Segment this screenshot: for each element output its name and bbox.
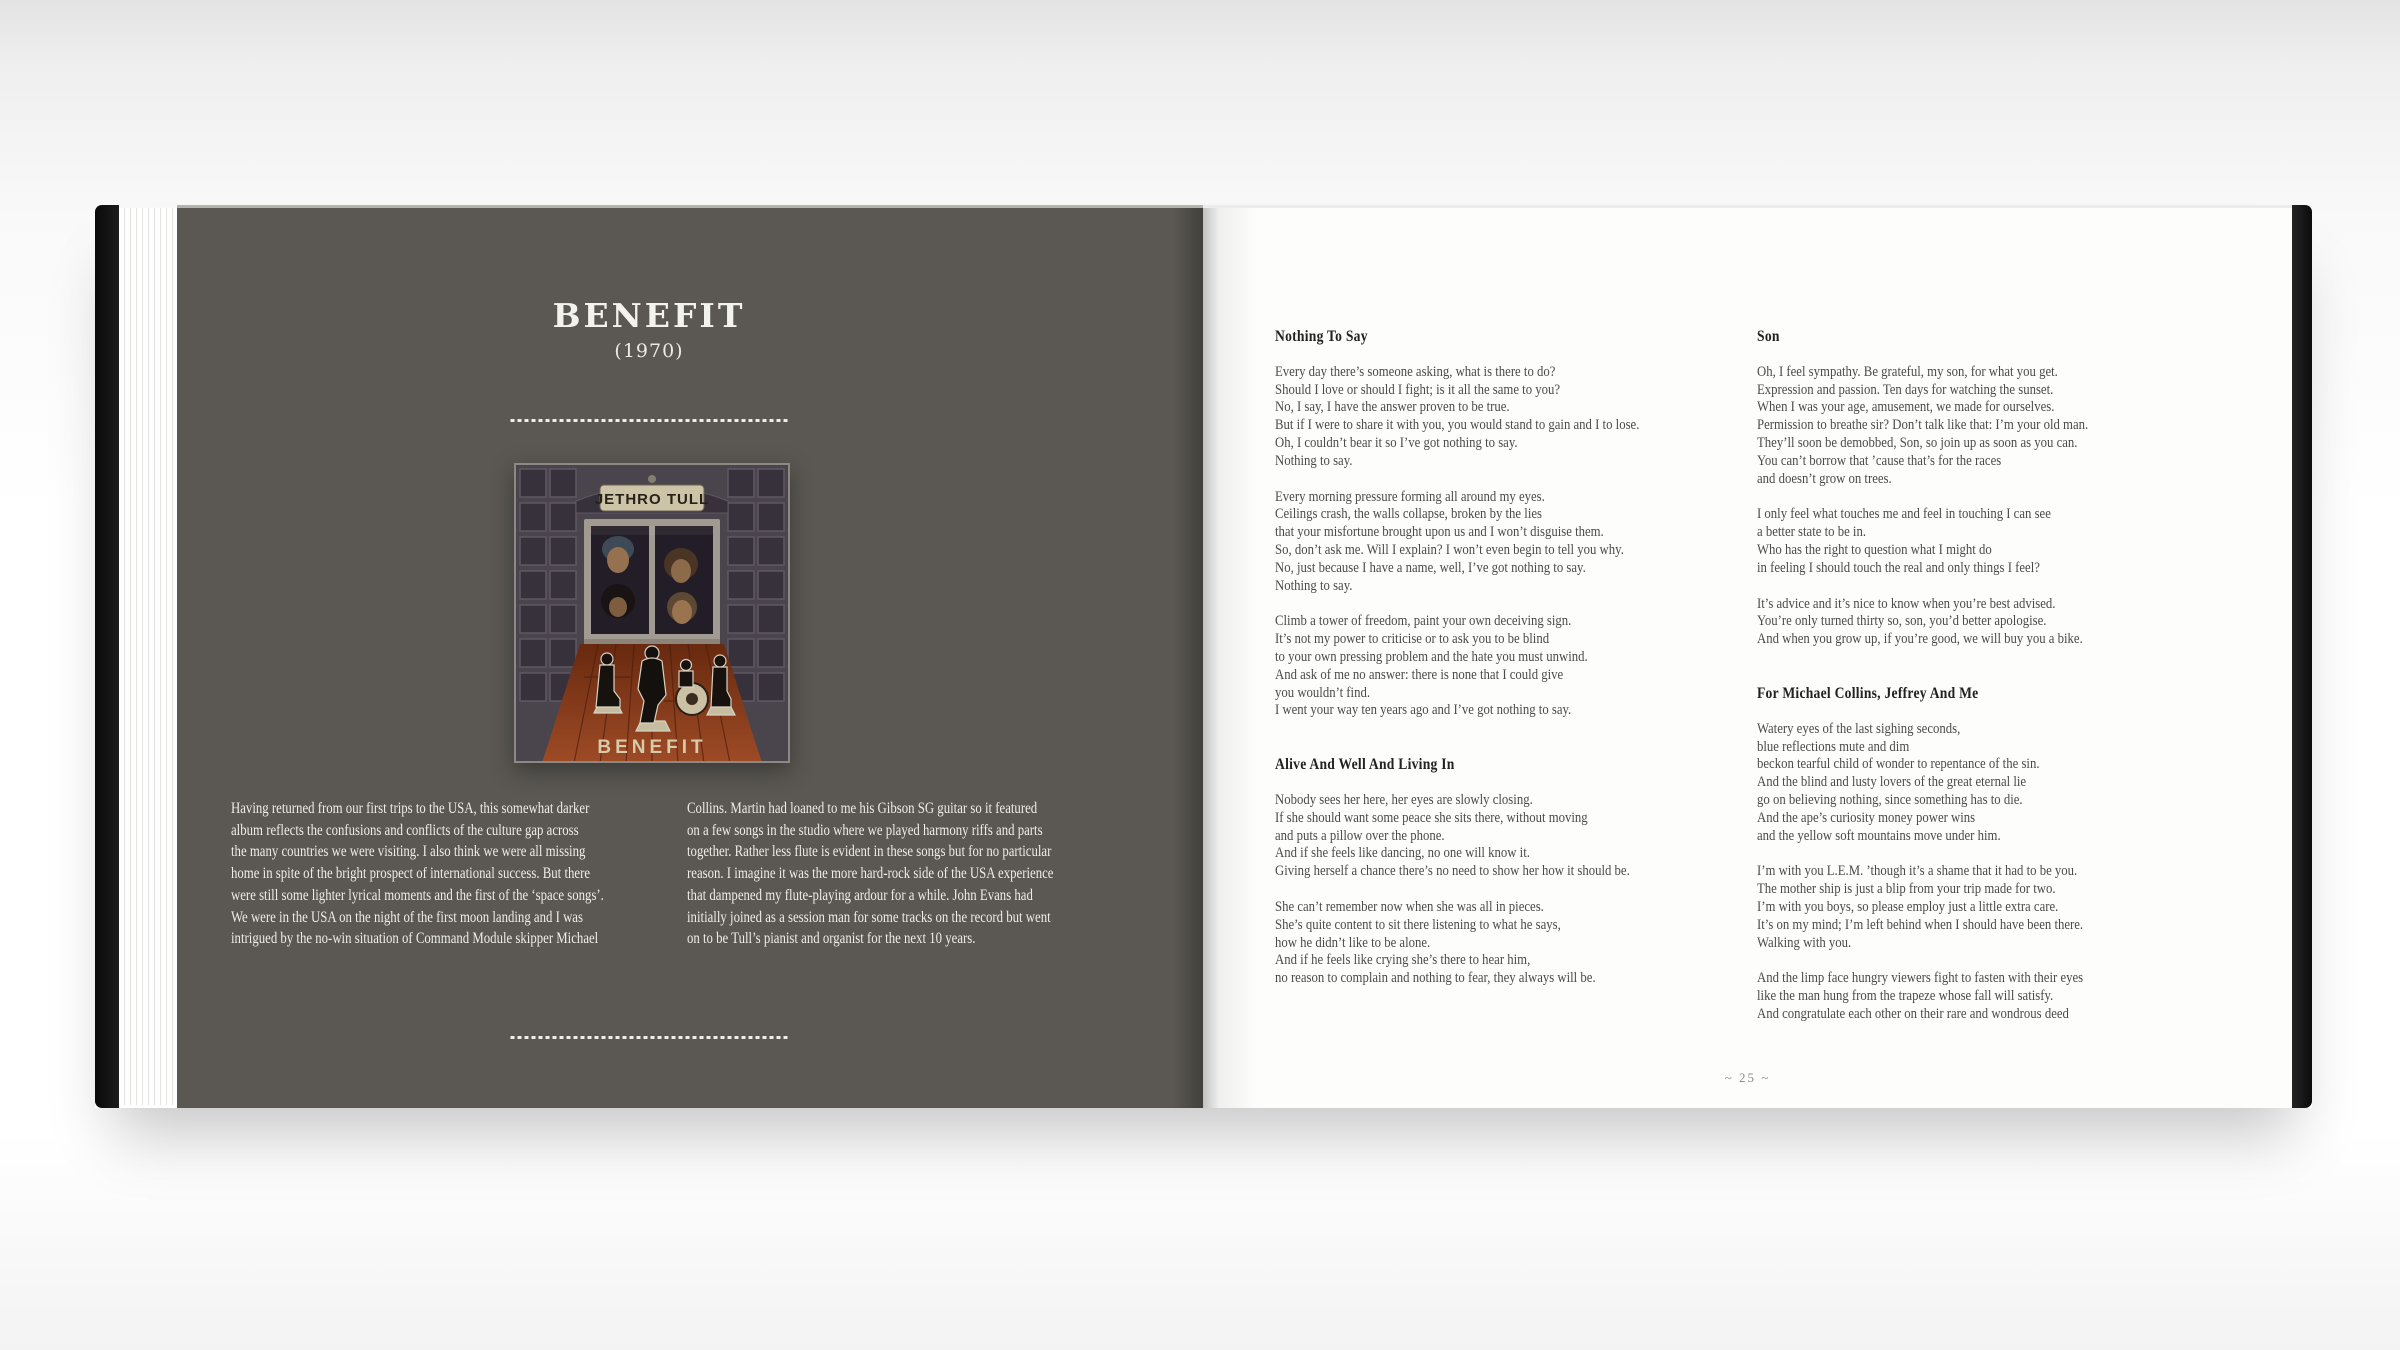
lyric-line: It’s on my mind; I’m left behind when I should have been there.	[1757, 916, 2084, 933]
lyric-line: They’ll soon be demobbed, Son, so join up as soon as you can.	[1757, 434, 2078, 451]
book-cover-right-edge	[2292, 205, 2312, 1108]
stanza	[1275, 899, 1751, 988]
page-number: ~ 25 ~	[1724, 1070, 1771, 1085]
lyric-line: The mother ship is just a blip from your trip made for two.	[1757, 881, 2056, 898]
lyric-line: You can’t borrow that ’cause that’s for the races	[1757, 452, 2002, 469]
lyric-line: Oh, I couldn’t bear it so I’ve got nothing to say.	[1275, 434, 1518, 451]
lyric-line: I’m with you L.E.M. ’though it’s a shame that it had to be you.	[1757, 863, 2078, 880]
lyric-line: You’re only turned thirty so, son, you’d better apologise.	[1757, 613, 2047, 630]
lyric-line: blue reflections mute and dim	[1757, 738, 1910, 755]
plaque-ornament	[648, 475, 656, 483]
lyric-line: Should I love or should I fight; is it all the same to you?	[1275, 381, 1561, 398]
album-note-line: were still some lighter lyrical moments and the first of the ‘space songs’.	[231, 886, 604, 904]
dashed-divider-bottom	[511, 1036, 788, 1039]
album-note-line: that dampened my flute-playing ardour for a while. John Evans had	[687, 886, 1033, 904]
lyric-line: And when you grow up, if you’re good, we will buy you a bike.	[1757, 631, 2083, 648]
song-section	[1757, 328, 2233, 649]
album-note-line: on to be Tull’s pianist and organist for the next 10 years.	[687, 930, 976, 948]
album-cover-art	[514, 463, 790, 763]
lyric-line: Nothing to say.	[1275, 452, 1353, 469]
stanza	[1757, 364, 2233, 489]
lyric-line: Oh, I feel sympathy. Be grateful, my son, for what you get.	[1757, 363, 2058, 380]
lyric-line: beckon tearful child of wonder to repentance of the sin.	[1757, 756, 2040, 773]
stanza	[1757, 863, 2233, 952]
lyric-line: a better state to be in.	[1757, 524, 1867, 541]
stanza	[1757, 596, 2233, 649]
lyric-line: No, I say, I have the answer proven to be true.	[1275, 399, 1510, 416]
song-title: Nothing To Say	[1275, 328, 1368, 345]
lyric-line: that your misfortune brought upon us and I won’t disguise them.	[1275, 524, 1604, 541]
song-section	[1275, 756, 1751, 988]
album-note-line: Having returned from our first trips to the USA, this somewhat darker	[231, 800, 590, 817]
song-title: Son	[1757, 328, 1780, 345]
stanza	[1757, 970, 2233, 1023]
lyric-line: No, just because I have a name, well, I’ve got nothing to say.	[1275, 559, 1586, 576]
stanza	[1275, 364, 1751, 471]
window-with-portraits	[584, 519, 720, 644]
lyric-line: I’m with you boys, so please employ just a little extra care.	[1757, 898, 2059, 915]
lyric-line: and puts a pillow over the phone.	[1275, 827, 1445, 844]
lyric-line: I went your way ten years ago and I’ve got nothing to say.	[1275, 702, 1572, 719]
lyric-line: Nobody sees her here, her eyes are slowly closing.	[1275, 791, 1533, 808]
lyric-line: no reason to complain and nothing to fear, they always will be.	[1275, 970, 1596, 987]
left-page	[177, 205, 1203, 1108]
lyric-line: And if he feels like crying she’s there to hear him,	[1275, 952, 1531, 969]
album-note-line: the many countries we were visiting. I also think we were all missing	[231, 843, 586, 861]
right-page	[1203, 205, 2292, 1108]
lyric-line: She’s quite content to sit there listening to what he says,	[1275, 916, 1561, 933]
book-cover-left-edge	[95, 205, 119, 1108]
song-section	[1757, 685, 2233, 1024]
lyric-line: I only feel what touches me and feel in touching I can see	[1757, 506, 2051, 523]
album-title: BENEFIT	[552, 296, 746, 335]
lyrics-column-2	[1757, 328, 2233, 1060]
page-stack-edges	[119, 208, 177, 1105]
stanza	[1275, 489, 1751, 596]
song-title: For Michael Collins, Jeffrey And Me	[1757, 684, 1979, 702]
lyric-line: how he didn’t like to be alone.	[1275, 934, 1431, 951]
album-notes-column-2	[687, 798, 1103, 950]
lyric-line: She can’t remember now when she was all in pieces.	[1275, 898, 1544, 915]
album-note-line: initially joined as a session man for some tracks on the record but went	[687, 908, 1051, 926]
lyric-line: Expression and passion. Ten days for watching the sunset.	[1757, 381, 2054, 398]
lyric-line: It’s not my power to criticise or to ask you to be blind	[1275, 631, 1550, 648]
artist-name: JETHRO TULL	[594, 491, 710, 508]
cover-album-title: BENEFIT	[597, 737, 707, 758]
album-note-line: album reflects the confusions and conflicts of the culture gap across	[231, 821, 579, 839]
album-note-line: intrigued by the no-win situation of Command Module skipper Michael	[231, 930, 599, 948]
stanza	[1757, 721, 2233, 846]
song-title: Alive And Well And Living In	[1275, 756, 1455, 774]
lyric-line: Watery eyes of the last sighing seconds,	[1757, 720, 1961, 737]
lyric-line: And the limp face hungry viewers fight to fasten with their eyes	[1757, 970, 2084, 987]
dashed-divider-top	[511, 419, 788, 422]
lyric-line: Who has the right to question what I might do	[1757, 541, 1992, 558]
album-note-line: on a few songs in the studio where we played harmony riffs and parts	[687, 821, 1043, 839]
lyric-line: Nothing to say.	[1275, 577, 1353, 594]
lyric-line: If she should want some peace she sits there, without moving	[1275, 809, 1588, 826]
album-note-line: home in spite of the bright prospect of international success. But there	[231, 865, 591, 883]
lyric-line: So, don’t ask me. Will I explain? I won’t even begin to tell you why.	[1275, 541, 1624, 558]
lyric-line: and the yellow soft mountains move under him.	[1757, 827, 2001, 844]
lyric-line: like the man hung from the trapeze whose fall will satisfy.	[1757, 988, 2054, 1005]
lyrics-column-1	[1275, 328, 1751, 1024]
album-note-line: reason. I imagine it was the more hard-rock side of the USA experience	[687, 865, 1054, 883]
lyric-line: Every day there’s someone asking, what is there to do?	[1275, 363, 1556, 380]
lyric-line: in feeling I should touch the real and only things I feel?	[1757, 559, 2040, 576]
lyric-line: Permission to breathe sir? Don’t talk like that: I’m your old man.	[1757, 417, 2089, 434]
album-note-line: Collins. Martin had loaned to me his Gibson SG guitar so it featured	[687, 800, 1038, 817]
lyric-line: Giving herself a chance there’s no need to show her how it should be.	[1275, 863, 1630, 880]
stanza	[1275, 792, 1751, 881]
lyric-line: It’s advice and it’s nice to know when you’re best advised.	[1757, 595, 2056, 612]
lyric-line: Climb a tower of freedom, paint your own deceiving sign.	[1275, 613, 1572, 630]
album-note-line: We were in the USA on the night of the first moon landing and I was	[231, 908, 583, 926]
lyric-line: And congratulate each other on their rare and wondrous deed	[1757, 1005, 2069, 1022]
lyric-line: to your own pressing problem and the hate you must unwind.	[1275, 648, 1588, 665]
stanza	[1757, 506, 2233, 577]
lyric-line: Walking with you.	[1757, 934, 1852, 951]
album-note-line: together. Rather less flute is evident in these songs but for no particular	[687, 843, 1052, 861]
lyric-line: go on believing nothing, since something has to die.	[1757, 791, 2023, 808]
song-section	[1275, 328, 1751, 720]
lyric-line: Ceilings crash, the walls collapse, broken by the lies	[1275, 506, 1542, 523]
lyric-line: and doesn’t grow on trees.	[1757, 470, 1892, 487]
lyric-line: And the blind and lusty lovers of the great eternal lie	[1757, 774, 2027, 791]
lyric-line: But if I were to share it with you, you would stand to gain and I to lose.	[1275, 417, 1640, 434]
lyric-line: And if she feels like dancing, no one will know it.	[1275, 845, 1530, 862]
stanza	[1275, 613, 1751, 720]
lyric-line: When I was your age, amusement, we made for ourselves.	[1757, 399, 2055, 416]
album-year: (1970)	[614, 340, 684, 362]
lyric-line: Every morning pressure forming all around my eyes.	[1275, 488, 1545, 505]
open-book	[95, 205, 2312, 1108]
album-notes-column-1	[231, 798, 647, 950]
lyric-line: you wouldn’t find.	[1275, 684, 1371, 701]
lyric-line: And ask of me no answer: there is none that I could give	[1275, 666, 1564, 683]
lyric-line: And the ape’s curiosity money power wins	[1757, 809, 1976, 826]
